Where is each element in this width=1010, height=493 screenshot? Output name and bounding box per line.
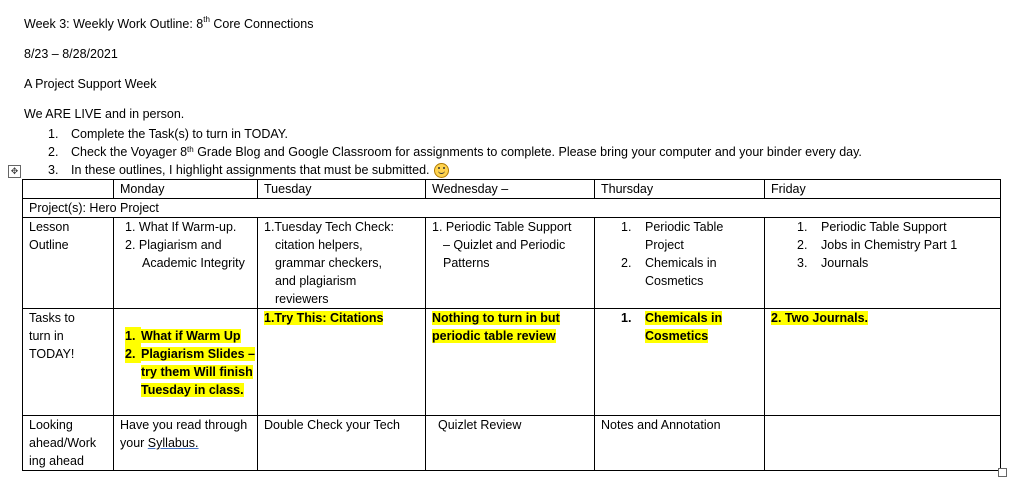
instruction-item: 1. Complete the Task(s) to turn in TODAY. — [48, 127, 288, 141]
header-tuesday: Tuesday — [258, 180, 426, 199]
instructions-list — [48, 125, 862, 179]
header-wednesday: Wednesday – — [426, 180, 595, 199]
list-item: 1. Periodic Table Project — [621, 220, 724, 252]
header-monday: Monday — [114, 180, 258, 199]
list-item: 2. Chemicals in Cosmetics — [621, 256, 717, 288]
lesson-row — [23, 218, 1001, 309]
lesson-friday — [765, 218, 1001, 309]
tasks-wednesday: Nothing to turn in but periodic table review — [426, 309, 595, 416]
looking-friday — [765, 416, 1001, 471]
row-label-lesson: Lesson Outline — [23, 218, 114, 309]
subtitle: A Project Support Week — [24, 77, 157, 91]
list-item: 1. What if Warm Up — [125, 329, 241, 343]
table-header-row — [23, 180, 1001, 199]
title-text: Week 3: Weekly Work Outline: 8 — [24, 17, 204, 31]
table-resize-handle[interactable] — [998, 468, 1007, 477]
looking-tuesday: Double Check your Tech — [258, 416, 426, 471]
syllabus-link[interactable]: Syllabus. — [147, 436, 199, 450]
list-item: 1. Periodic Table Support — [797, 220, 947, 234]
title-sup: th — [203, 15, 210, 24]
list-item: 2. Plagiarism Slides – try them Will finish Tuesday in class. — [125, 347, 255, 397]
tasks-monday — [114, 309, 258, 416]
looking-monday: Have you read through your Syllabus. — [114, 416, 258, 471]
smiley-icon — [434, 163, 449, 178]
title-text-end: Core Connections — [209, 17, 314, 31]
project-cell: Project(s): Hero Project — [23, 199, 1001, 218]
lesson-wednesday: 1. Periodic Table Support – Quizlet and Periodic Patterns — [426, 218, 595, 309]
project-row — [23, 199, 1001, 218]
tasks-friday: 2. Two Journals. — [765, 309, 1001, 416]
looking-row — [23, 416, 1001, 471]
instruction-item: 2. Check the Voyager 8th Grade Blog and Google Classroom for assignments to complete. Please bring your computer and your binder every day. — [48, 145, 862, 159]
header-blank — [23, 180, 114, 199]
header-thursday: Thursday — [595, 180, 765, 199]
date-range: 8/23 – 8/28/2021 — [24, 47, 118, 61]
list-item: 1. Chemicals in Cosmetics — [621, 311, 723, 343]
page-title — [24, 17, 313, 31]
list-item: 2. Jobs in Chemistry Part 1 — [797, 238, 958, 252]
instruction-item: 3. In these outlines, I highlight assignments that must be submitted. — [48, 161, 862, 179]
weekly-table — [22, 179, 1001, 471]
live-note: We ARE LIVE and in person. — [24, 107, 185, 121]
lesson-tuesday: 1.Tuesday Tech Check: citation helpers, grammar checkers, and plagiarism reviewers — [258, 218, 426, 309]
tasks-tuesday: 1.Try This: Citations — [258, 309, 426, 416]
looking-thursday: Notes and Annotation — [595, 416, 765, 471]
row-label-looking: Looking ahead/Work ing ahead — [23, 416, 114, 471]
looking-wednesday: Quizlet Review — [426, 416, 595, 471]
header-friday: Friday — [765, 180, 1001, 199]
tasks-row — [23, 309, 1001, 416]
lesson-monday: 1. What If Warm-up. 2. Plagiarism and Academic Integrity — [114, 218, 258, 309]
list-item: 3. Journals — [797, 256, 869, 270]
table-move-handle-icon[interactable]: ✥ — [8, 165, 21, 178]
lesson-thursday — [595, 218, 765, 309]
tasks-thursday — [595, 309, 765, 416]
row-label-tasks: Tasks to turn in TODAY! — [23, 309, 114, 416]
